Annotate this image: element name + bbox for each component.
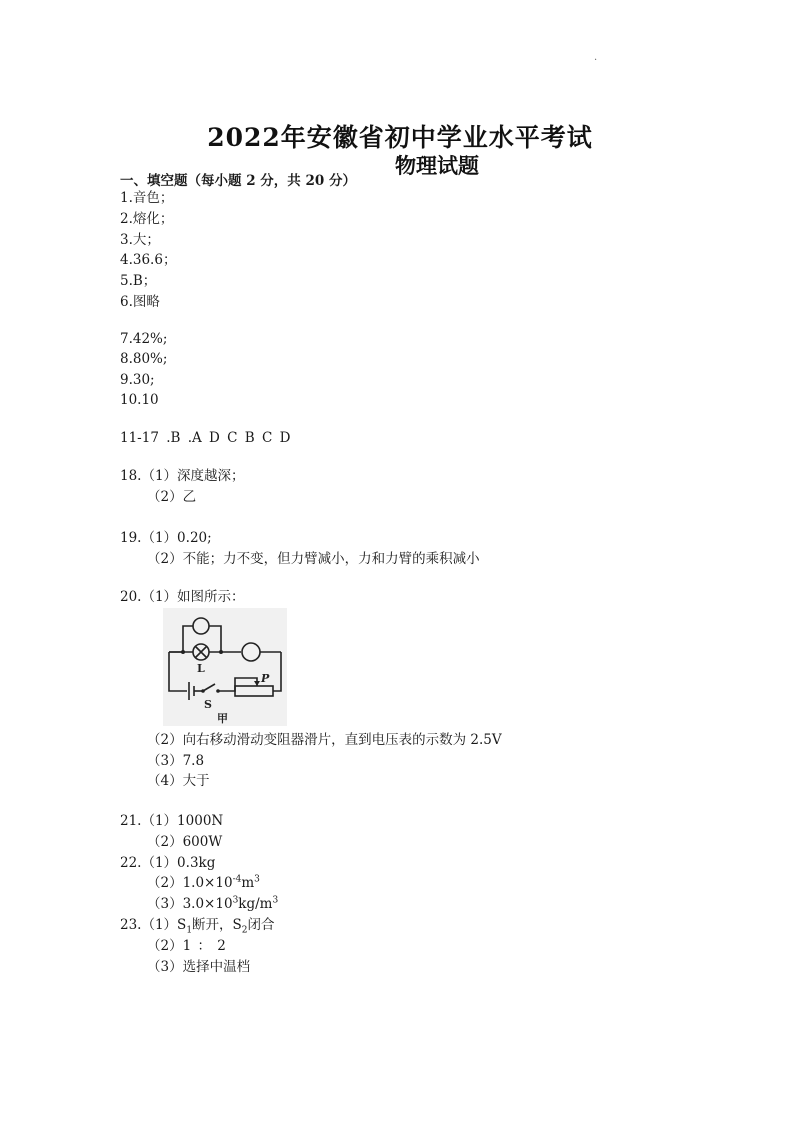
switch-contact (216, 689, 220, 693)
answer-3: 3.大； (120, 232, 160, 248)
junction-right (219, 650, 223, 654)
section-heading: 一、填空题（每小题 2 分，共 20 分） (120, 173, 356, 189)
answer-10: 10.10 (120, 392, 159, 408)
answer-21-2: （2）600W (147, 834, 223, 850)
answer-20-1: 20.（1）如图所示： (120, 589, 245, 605)
answer-18-1: 18.（1）深度越深； (120, 468, 245, 484)
figure-background (163, 608, 287, 726)
answer-20-3: （3）7.8 (147, 753, 205, 769)
corner-mark: . (594, 52, 598, 63)
switch-label: S (204, 698, 212, 711)
answer-23-1: $23.(1)S_1$断开，$S_2$闭合 (120, 917, 275, 936)
answer-11-17: 11-17 .B .A D C B C D (120, 430, 291, 446)
answer-2: 2.熔化； (120, 211, 174, 227)
circuit-diagram (163, 608, 287, 726)
answer-22-3: $(3)3.0\times 10^3kg/m^3$ (147, 895, 279, 912)
answer-23-3: （3）选择中温档 (147, 959, 251, 975)
answer-19-1: 19.（1）0.20; (120, 530, 212, 546)
lamp-label: L (197, 662, 205, 675)
junction-left (181, 650, 185, 654)
answer-20-4: （4）大于 (147, 773, 210, 789)
answer-4: 4.36.6； (120, 252, 177, 268)
answer-20-2: （2）向右移动滑动变阻器滑片，直到电压表的示数为 2.5V (147, 732, 502, 748)
answer-5: 5.B； (120, 273, 157, 289)
answer-22-2: $(2)1.0\times 10^{-4}m^3$ (147, 874, 260, 891)
figure-label: 甲 (217, 712, 228, 725)
answer-18-2: （2）乙 (147, 489, 197, 505)
switch-pivot (201, 689, 205, 693)
answer-22-1: 22.（1）0.3kg (120, 855, 216, 871)
answer-8: 8.80%; (120, 351, 168, 367)
document-title: 2022年安徽省初中学业水平考试 (207, 123, 593, 152)
answer-23-2: （2）1 ： 2 (147, 938, 226, 954)
answer-7: 7.42%; (120, 331, 168, 347)
document-subtitle: 物理试题 (395, 153, 479, 178)
answer-19-2: （2）不能；力不变，但力臂减小，力和力臂的乘积减小 (147, 551, 480, 567)
answer-21-1: 21.（1）1000N (120, 813, 224, 829)
answer-6: 6.图略 (120, 294, 160, 310)
slider-label: P (261, 672, 270, 685)
answer-9: 9.30; (120, 372, 155, 388)
answer-1: 1.音色； (120, 190, 174, 206)
